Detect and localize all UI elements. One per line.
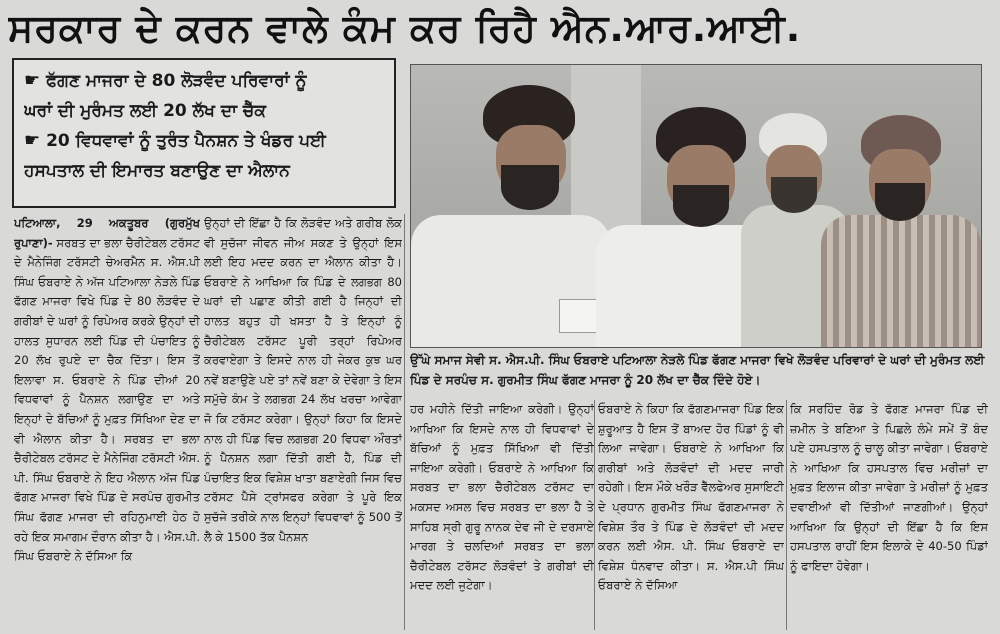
dateline: ਪਟਿਆਲਾ, 29 ਅਕਤੂਬਰ (ਗੁਰਮੁੱਖ ਰੁਪਾਣਾ)-: [14, 216, 200, 250]
column-divider: [404, 214, 405, 630]
deck-line-1: ☛ ਫੱਗਣ ਮਾਜਰਾ ਦੇ 80 ਲੋੜਵੰਦ ਪਰਿਵਾਰਾਂ ਨੂੰ: [24, 70, 307, 91]
article-column-2: ਉਨ੍ਹਾਂ ਦੀ ਇੱਛਾ ਹੈ ਕਿ ਲੋੜਵੰਦ ਅਤੇ ਗਰੀਬ ਲੋਕ ਵੀ ਸੁਚੱਜਾ ਜੀਵਨ ਜੀਅ ਸਕਣ ਤੇ ਉਨ੍ਹਾਂ ਇਸ ਲਈ ਇਹ ਮਦਦ ਕਰਨ ਦਾ ਐਲਾਨ ਕੀਤਾ ਹੈ। ਓਬਰਾਏ ਨੇ ਆਖਿਆ ਕਿ ਪਿੰਡ ਦੇ ਲਗਭਗ 80 ਘਰਾਂ ਦੀ ਪਛਾਣ ਕੀਤੀ ਗਈ ਹੈ ਜਿਨ੍ਹਾਂ ਦੀ ਹਾਲਤ ਬਹੁਤ ਹੀ ਖਸਤਾ ਹੈ ਤੇ ਇਨ੍ਹਾਂ ਨੂੰ ਚੈਰੀਟੇਬਲ ਟਰੱਸਟ ਪੂਰੀ ਤਰ੍ਹਾਂ ਰਿਪੇਅਰ ਕਰਵਾਏਗਾ ਤੇ ਇਸਦੇ ਨਾਲ ਹੀ ਜੇਕਰ ਕੁਝ ਘਰ ਨਵੇਂ ਬਣਾਉਣੇ ਪਏ ਤਾਂ ਨਵੇਂ ਬਣਾ ਕੇ ਦੇਵੇਗਾ ਤੇ ਇਸ ਸਮੁੱਚੇ ਕੰਮ ਤੇ ਲਗਭਗ 24 ਲੱਖ ਖਰਚਾ ਆਵੇਗਾ ਜੋ ਕਿ ਟਰੱਸਟ ਕਰੇਗਾ। ਉਨ੍ਹਾਂ ਕਿਹਾ ਕਿ ਇਸਦੇ ਨਾਲ ਹੀ ਪਿੰਡ ਵਿਚ ਲਗਭਗ 20 ਵਿਧਵਾ ਔਰਤਾਂ ਨੂੰ ਪੈਨਸ਼ਨ ਲਗਾ ਦਿੱਤੀ ਗਈ ਹੈ, ਪਿੰਡ ਦੀ ਪੰਚਾਇਤ ਇਕ ਵਿਸ਼ੇਸ਼ ਖਾਤਾ ਬਣਾਏਗੀ ਜਿਸ ਵਿਚ ਟਰੱਸਟ ਪੈਸੇ ਟ੍ਰਾਂਸਫਰ ਕਰੇਗਾ ਤੇ ਪੂਰੇ ਇਕ ਸੁਚੱਜੇ ਤਰੀਕੇ ਨਾਲ ਇਨ੍ਹਾਂ ਵਿਧਵਾਵਾਂ ਨੂੰ 500 ਤੋਂ ਲੈ ਕੇ 1500 ਤੱਕ ਪੈਨਸ਼ਨ: [204, 216, 402, 544]
article-column-5: ਕਿ ਸਰਹਿੰਦ ਰੋਡ ਤੇ ਫੱਗਣ ਮਾਜਰਾ ਪਿੰਡ ਦੀ ਜ਼ਮੀਨ ਤੇ ਬਣਿਆ ਤੇ ਪਿਛਲੇ ਲੰਮੇ ਸਮੇਂ ਤੋਂ ਬੰਦ ਪਏ ਹਸਪਤਾਲ ਨੂੰ ਚਾਲੂ ਕੀਤਾ ਜਾਵੇਗਾ। ਓਬਰਾਏ ਨੇ ਆਖਿਆ ਕਿ ਹਸਪਤਾਲ ਵਿਚ ਮਰੀਜ਼ਾਂ ਦਾ ਮੁਫ਼ਤ ਇਲਾਜ ਕੀਤਾ ਜਾਵੇਗਾ ਤੇ ਮਰੀਜ਼ਾਂ ਨੂੰ ਮੁਫ਼ਤ ਦਵਾਈਆਂ ਵੀ ਦਿੱਤੀਆਂ ਜਾਣਗੀਆਂ। ਉਨ੍ਹਾਂ ਆਖਿਆ ਕਿ ਉਨ੍ਹਾਂ ਦੀ ਇੱਛਾ ਹੈ ਕਿ ਇਸ ਹਸਪਤਾਲ ਰਾਹੀਂ ਇਸ ਇਲਾਕੇ ਦੇ 40-50 ਪਿੰਡਾਂ ਨੂੰ ਫਾਇਦਾ ਹੋਵੇਗਾ।: [790, 402, 988, 573]
photo-caption: ਉੱਘੇ ਸਮਾਜ ਸੇਵੀ ਸ. ਐਸ.ਪੀ. ਸਿੰਘ ਓਬਰਾਏ ਪਟਿਆਲਾ ਨੇੜਲੇ ਪਿੰਡ ਫੱਗਣ ਮਾਜਰਾ ਵਿਖੇ ਲੋੜਵੰਦ ਪਰਿਵਾਰਾਂ ਦੇ ਘਰਾਂ ਦੀ ਮੁਰੰਮਤ ਲਈ ਪਿੰਡ ਦੇ ਸਰਪੰਚ ਸ. ਗੁਰਮੀਤ ਸਿੰਘ ਫੱਗਣ ਮਾਜਰਾ ਨੂੰ 20 ਲੱਖ ਦਾ ਚੈੱਕ ਦਿੰਦੇ ਹੋਏ।: [410, 353, 985, 387]
article-column-4: ਓਬਰਾਏ ਨੇ ਕਿਹਾ ਕਿ ਫੱਗਣਮਾਜਰਾ ਪਿੰਡ ਇਕ ਸ਼ੁਰੂਆਤ ਹੈ ਇਸ ਤੋਂ ਬਾਅਦ ਹੋਰ ਪਿੰਡਾਂ ਨੂੰ ਵੀ ਲਿਆ ਜਾਵੇਗਾ। ਓਬਰਾਏ ਨੇ ਆਖਿਆ ਕਿ ਗਰੀਬਾਂ ਅਤੇ ਲੋੜਵੰਦਾਂ ਦੀ ਮਦਦ ਜਾਰੀ ਰਹੇਗੀ। ਇਸ ਮੌਕੇ ਖਰੌੜ ਵੈੱਲਫੇਅਰ ਸੁਸਾਇਟੀ ਦੇ ਪ੍ਰਧਾਨ ਗੁਰਮੀਤ ਸਿੰਘ ਫੱਗਣਮਾਜਰਾ ਨੇ ਵਿਸ਼ੇਸ਼ ਤੌਰ ਤੇ ਪਿੰਡ ਦੇ ਲੋੜਵੰਦਾਂ ਦੀ ਮਦਦ ਕਰਨ ਲਈ ਐਸ. ਪੀ. ਸਿੰਘ ਓਬਰਾਏ ਦਾ ਵਿਸ਼ੇਸ਼ ਧੰਨਵਾਦ ਕੀਤਾ। ਸ. ਐਸ.ਪੀ ਸਿੰਘ ਓਬਰਾਏ ਨੇ ਦੱਸਿਆ: [598, 402, 784, 593]
pointing-hand-icon: ☛: [24, 70, 41, 91]
deck-line-3: ☛ 20 ਵਿਧਵਾਵਾਂ ਨੂੰ ਤੁਰੰਤ ਪੈਨਸ਼ਨ ਤੇ ਖੰਡਰ ਪਈ: [24, 130, 326, 151]
deck-line-2: ਘਰਾਂ ਦੀ ਮੁਰੰਮਤ ਲਈ 20 ਲੱਖ ਦਾ ਚੈੱਕ: [24, 101, 266, 121]
deck-line-4: ਹਸਪਤਾਲ ਦੀ ਇਮਾਰਤ ਬਣਾਉਣ ਦਾ ਐਲਾਨ: [24, 161, 290, 181]
article-column-3: ਹਰ ਮਹੀਨੇ ਦਿੱਤੀ ਜਾਇਆ ਕਰੇਗੀ। ਉਨ੍ਹਾਂ ਆਖਿਆ ਕਿ ਇਸਦੇ ਨਾਲ ਹੀ ਵਿਧਵਾਵਾਂ ਦੇ ਬੱਚਿਆਂ ਨੂੰ ਮੁਫ਼ਤ ਸਿੱਖਿਆ ਵੀ ਦਿੱਤੀ ਜਾਇਆ ਕਰੇਗੀ। ਓਬਰਾਏ ਨੇ ਆਖਿਆ ਕਿ ਸਰਬਤ ਦਾ ਭਲਾ ਚੈਰੀਟੇਬਲ ਟਰੱਸਟ ਦਾ ਮਕਸਦ ਅਸਲ ਵਿਚ ਸਰਬਤ ਦਾ ਭਲਾ ਹੈ ਤੇ ਸਾਹਿਬ ਸ੍ਰੀ ਗੁਰੂ ਨਾਨਕ ਦੇਵ ਜੀ ਦੇ ਦਰਸਾਏ ਮਾਰਗ ਤੇ ਚਲਦਿਆਂ ਸਰਬਤ ਦਾ ਭਲਾ ਚੈਰੀਟੇਬਲ ਟਰੱਸਟ ਲੋੜਵੰਦਾਂ ਤੇ ਗਰੀਬਾਂ ਦੀ ਮਦਦ ਲਈ ਜੁਟੇਗਾ।: [410, 402, 594, 593]
column-divider: [786, 400, 787, 630]
deck-box: [12, 58, 396, 208]
pointing-hand-icon: ☛: [24, 130, 41, 151]
column-divider: [594, 400, 595, 630]
news-photo: [410, 64, 982, 348]
column-1-text: ਸਰਬਤ ਦਾ ਭਲਾ ਚੈਰੀਟੇਬਲ ਟਰੱਸਟ ਦੇ ਮੈਨੇਜਿੰਗ ਟਰੱਸਟੀ ਚੇਅਰਮੈਨ ਸ. ਐਸ.ਪੀ ਸਿੰਘ ਓਬਰਾਏ ਨੇ ਅੱਜ ਪਟਿਆਲਾ ਨੇੜਲੇ ਪਿੰਡ ਫੱਗਣ ਮਾਜਰਾ ਵਿਖੇ ਪਿੰਡ ਦੇ 80 ਲੋੜਵੰਦ ਦੇ ਗਰੀਬਾਂ ਦੇ ਘਰਾਂ ਨੂੰ ਰਿਪੇਅਰ ਕਰਕੇ ਉਨ੍ਹਾਂ ਦੀ ਹਾਲਤ ਸੁਧਾਰਨ ਲਈ ਪਿੰਡ ਦੀ ਪੰਚਾਇਤ ਨੂੰ 20 ਲੱਖ ਰੁਪਏ ਦਾ ਚੈਕ ਦਿੱਤਾ। ਇਸ ਤੋਂ ਇਲਾਵਾ ਸ. ਓਬਰਾਏ ਨੇ ਪਿੰਡ ਦੀਆਂ 20 ਵਿਧਵਾਵਾਂ ਨੂੰ ਪੈਨਸ਼ਨ ਲਗਾਉਣ ਦਾ ਅਤੇ ਇਨ੍ਹਾਂ ਦੇ ਬੱਚਿਆਂ ਨੂੰ ਮੁਫ਼ਤ ਸਿੱਖਿਆ ਦੇਣ ਦਾ ਵੀ ਐਲਾਨ ਕੀਤਾ ਹੈ। ਸਰਬਤ ਦਾ ਭਲਾ ਚੈਰੀਟੇਬਲ ਟਰੱਸਟ ਦੇ ਮੈਨੇਜਿੰਗ ਟਰੱਸਟੀ ਐਸ. ਪੀ. ਸਿੰਘ ਓਬਰਾਏ ਨੇ ਇਹ ਐਲਾਨ ਅੱਜ ਪਿੰਡ ਫੱਗਣ ਮਾਜਰਾ ਵਿਖੇ ਪਿੰਡ ਦੇ ਸਰਪੰਚ ਗੁਰਮੀਤ ਸਿੰਘ ਫੱਗਣ ਮਾਜਰਾ ਦੀ ਰਹਿਨੁਮਾਈ ਹੇਠ ਹੋ ਰਹੇ ਇਕ ਸਮਾਗਮ ਦੌਰਾਨ ਕੀਤਾ ਹੈ। ਐਸ.ਪੀ. ਸਿੰਘ ਓਬਰਾਏ ਨੇ ਦੱਸਿਆ ਕਿ: [14, 235, 200, 564]
headline: ਸਰਕਾਰ ਦੇ ਕਰਨ ਵਾਲੇ ਕੰਮ ਕਰ ਰਿਹੈ ਐਨ.ਆਰ.ਆਈ.: [8, 6, 802, 50]
article-column-1: [14, 214, 200, 630]
